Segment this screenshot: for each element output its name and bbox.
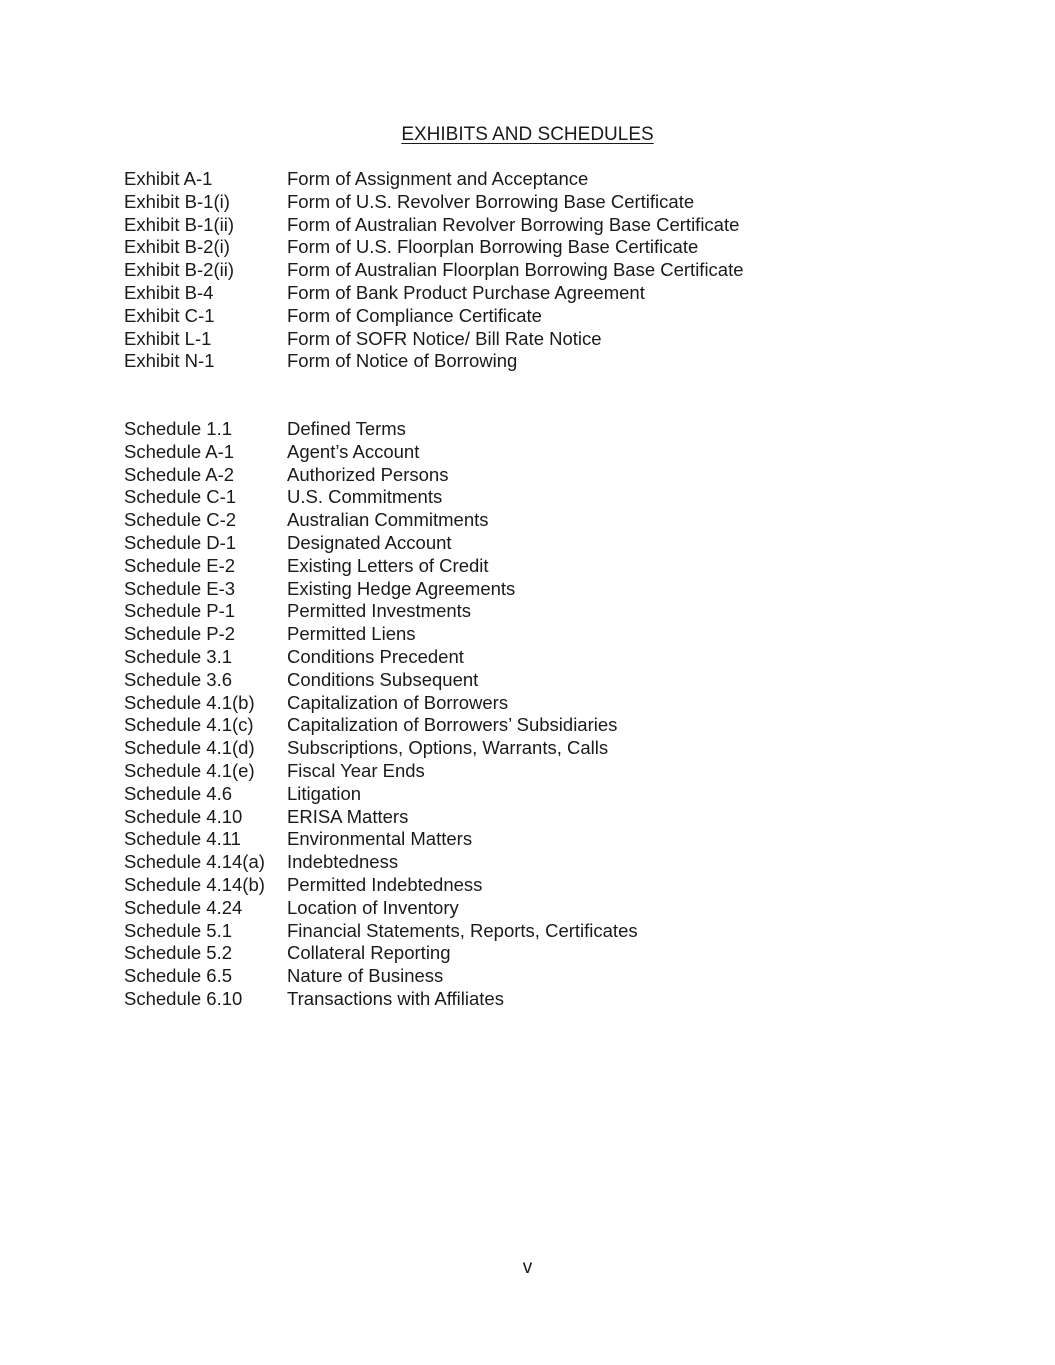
list-item bbox=[124, 600, 924, 623]
list-item bbox=[124, 259, 924, 282]
list-item bbox=[124, 920, 924, 943]
schedule-description: Fiscal Year Ends bbox=[287, 759, 425, 781]
schedule-code: Schedule 4.1(e) bbox=[124, 759, 255, 781]
schedule-description: Existing Hedge Agreements bbox=[287, 577, 516, 599]
list-item bbox=[124, 988, 924, 1011]
exhibit-code: Exhibit B-2(ii) bbox=[124, 259, 234, 281]
list-item bbox=[124, 578, 924, 601]
schedule-description: Capitalization of Borrowers bbox=[287, 691, 509, 713]
list-item bbox=[124, 509, 924, 532]
exhibit-description: Form of U.S. Revolver Borrowing Base Certificate bbox=[287, 190, 695, 212]
schedule-description: Transactions with Affiliates bbox=[287, 987, 504, 1009]
schedule-code: Schedule 4.24 bbox=[124, 896, 243, 918]
list-item bbox=[124, 532, 924, 555]
list-item bbox=[124, 851, 924, 874]
exhibit-description: Form of SOFR Notice/ Bill Rate Notice bbox=[287, 327, 602, 349]
exhibit-description: Form of U.S. Floorplan Borrowing Base Certificate bbox=[287, 236, 699, 258]
schedule-code: Schedule 5.2 bbox=[124, 942, 233, 964]
schedule-description: Nature of Business bbox=[287, 965, 444, 987]
list-item bbox=[124, 282, 924, 305]
schedule-code: Schedule P-1 bbox=[124, 600, 236, 622]
schedule-code: Schedule D-1 bbox=[124, 531, 237, 553]
schedule-code: Schedule 6.5 bbox=[124, 965, 233, 987]
exhibit-code: Exhibit B-4 bbox=[124, 281, 214, 303]
schedule-code: Schedule 4.14(a) bbox=[124, 851, 265, 873]
list-item bbox=[124, 555, 924, 578]
schedule-code: Schedule P-2 bbox=[124, 623, 236, 645]
list-item bbox=[124, 191, 924, 214]
list-item bbox=[124, 441, 924, 464]
schedule-code: Schedule 5.1 bbox=[124, 919, 233, 941]
list-item bbox=[124, 646, 924, 669]
schedule-description: Permitted Investments bbox=[287, 600, 472, 622]
schedule-description: Financial Statements, Reports, Certificates bbox=[287, 919, 638, 941]
exhibit-description: Form of Assignment and Acceptance bbox=[287, 168, 589, 189]
schedule-description: Defined Terms bbox=[287, 418, 406, 439]
schedule-code: Schedule E-3 bbox=[124, 577, 236, 599]
page-title: EXHIBITS AND SCHEDULES bbox=[401, 124, 654, 145]
list-item bbox=[124, 874, 924, 897]
schedule-code: Schedule 4.11 bbox=[124, 828, 241, 850]
schedule-description: Environmental Matters bbox=[287, 828, 473, 850]
list-item bbox=[124, 168, 924, 191]
list-item bbox=[124, 828, 924, 851]
schedule-code: Schedule 4.1(d) bbox=[124, 737, 255, 759]
list-item bbox=[124, 942, 924, 965]
schedule-code: Schedule E-2 bbox=[124, 554, 236, 576]
list-item bbox=[124, 305, 924, 328]
exhibit-code: Exhibit A-1 bbox=[124, 168, 213, 189]
exhibits-list bbox=[124, 168, 924, 373]
list-item bbox=[124, 236, 924, 259]
schedule-code: Schedule C-2 bbox=[124, 509, 237, 531]
schedule-code: Schedule 4.1(b) bbox=[124, 691, 255, 713]
list-item bbox=[124, 350, 924, 373]
schedule-description: Subscriptions, Options, Warrants, Calls bbox=[287, 737, 609, 759]
list-item bbox=[124, 965, 924, 988]
exhibit-description: Form of Australian Revolver Borrowing Base Certificate bbox=[287, 213, 740, 235]
schedule-description: Location of Inventory bbox=[287, 896, 459, 918]
exhibit-code: Exhibit C-1 bbox=[124, 304, 215, 326]
exhibit-description: Form of Compliance Certificate bbox=[287, 304, 542, 326]
schedule-code: Schedule A-1 bbox=[124, 440, 235, 462]
list-item bbox=[124, 328, 924, 351]
list-item bbox=[124, 623, 924, 646]
list-item bbox=[124, 464, 924, 487]
list-item bbox=[124, 714, 924, 737]
schedules-list bbox=[124, 418, 924, 1011]
schedule-code: Schedule 4.6 bbox=[124, 782, 233, 804]
list-item bbox=[124, 806, 924, 829]
schedule-description: Designated Account bbox=[287, 531, 452, 553]
schedule-description: Capitalization of Borrowers’ Subsidiaries bbox=[287, 714, 618, 736]
schedule-description: Litigation bbox=[287, 782, 362, 804]
schedule-code: Schedule 6.10 bbox=[124, 987, 243, 1009]
exhibit-description: Form of Notice of Borrowing bbox=[287, 350, 518, 372]
schedule-code: Schedule 4.1(c) bbox=[124, 714, 254, 736]
page-number: v bbox=[522, 1257, 533, 1278]
list-item bbox=[124, 760, 924, 783]
exhibit-code: Exhibit B-1(ii) bbox=[124, 213, 234, 235]
exhibit-description: Form of Australian Floorplan Borrowing Base Certificate bbox=[287, 259, 744, 281]
schedule-code: Schedule 3.6 bbox=[124, 668, 233, 690]
schedule-description: Permitted Liens bbox=[287, 623, 416, 645]
schedule-description: Indebtedness bbox=[287, 851, 399, 873]
schedule-code: Schedule C-1 bbox=[124, 486, 237, 508]
schedule-description: Conditions Precedent bbox=[287, 645, 464, 667]
list-item bbox=[124, 486, 924, 509]
schedule-code: Schedule 4.14(b) bbox=[124, 873, 265, 895]
list-item bbox=[124, 669, 924, 692]
exhibit-code: Exhibit N-1 bbox=[124, 350, 215, 372]
schedule-description: Existing Letters of Credit bbox=[287, 554, 489, 576]
schedule-code: Schedule 3.1 bbox=[124, 645, 233, 667]
list-item bbox=[124, 737, 924, 760]
schedule-description: Australian Commitments bbox=[287, 509, 489, 531]
schedule-description: ERISA Matters bbox=[287, 805, 409, 827]
exhibit-code: Exhibit B-1(i) bbox=[124, 190, 230, 212]
schedule-description: Authorized Persons bbox=[287, 463, 449, 485]
exhibit-code: Exhibit L-1 bbox=[124, 327, 212, 349]
list-item bbox=[124, 783, 924, 806]
list-item bbox=[124, 692, 924, 715]
schedule-description: Collateral Reporting bbox=[287, 942, 451, 964]
exhibit-code: Exhibit B-2(i) bbox=[124, 236, 230, 258]
exhibit-description: Form of Bank Product Purchase Agreement bbox=[287, 281, 645, 303]
schedule-description: Conditions Subsequent bbox=[287, 668, 479, 690]
schedule-description: Agent’s Account bbox=[287, 440, 420, 462]
schedule-code: Schedule 1.1 bbox=[124, 418, 233, 439]
schedule-description: Permitted Indebtedness bbox=[287, 873, 483, 895]
list-item bbox=[124, 214, 924, 237]
list-item bbox=[124, 897, 924, 920]
schedule-code: Schedule 4.10 bbox=[124, 805, 243, 827]
schedule-code: Schedule A-2 bbox=[124, 463, 235, 485]
schedule-description: U.S. Commitments bbox=[287, 486, 443, 508]
list-item bbox=[124, 418, 924, 441]
